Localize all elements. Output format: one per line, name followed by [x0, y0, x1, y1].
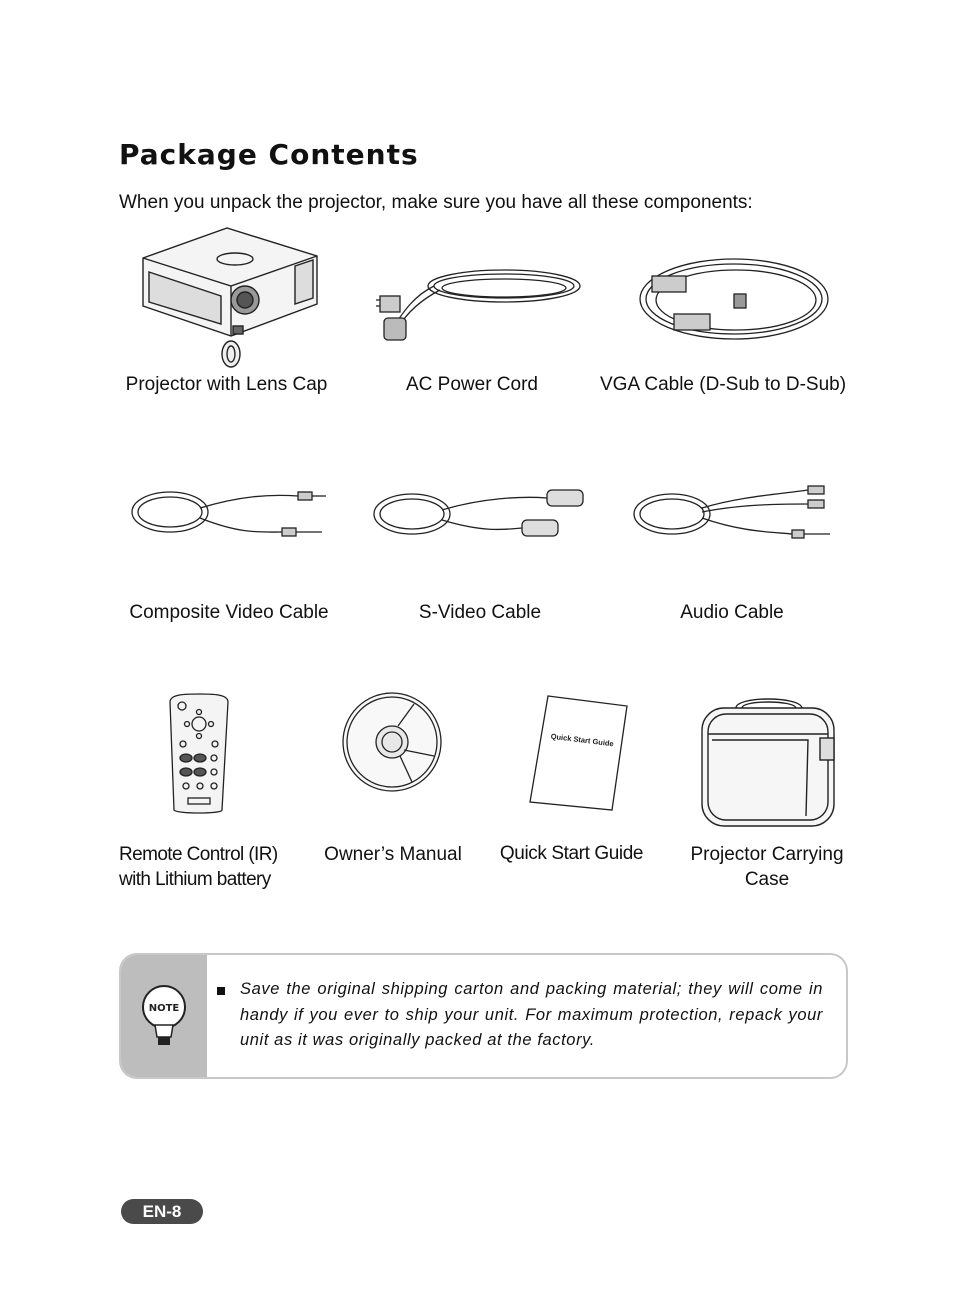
item-label: Owner’s Manual — [324, 844, 462, 865]
carrying-case-icon — [696, 694, 840, 830]
composite-cable-icon — [130, 486, 330, 544]
item-label: Composite Video Cable — [129, 602, 329, 623]
item-label-line2: with Lithium battery — [119, 869, 271, 890]
projector-icon — [135, 226, 325, 371]
item-label-line1: Projector Carrying — [690, 844, 844, 865]
audio-cable-icon — [632, 482, 836, 544]
note-lightbulb-icon — [141, 983, 187, 1049]
power-cord-icon — [374, 256, 584, 352]
remote-control-icon — [166, 692, 232, 816]
note-sidebar — [121, 955, 207, 1077]
note-bullet — [217, 987, 225, 995]
item-label: Quick Start Guide — [499, 843, 644, 864]
vga-cable-icon — [636, 254, 832, 344]
item-label: Projector with Lens Cap — [125, 374, 328, 395]
intro-text: When you unpack the projector, make sure you have all these components: — [119, 192, 753, 213]
booklet-cover-text: Quick Start Guide — [550, 731, 615, 749]
note-badge-text: NOTE — [148, 1003, 180, 1014]
note-text: Save the original shipping carton and packing material; they will come in handy if you ever to ship your unit. For maximum protection, repack your unit as it was originally packed at the factory. — [240, 980, 823, 1049]
item-label: AC Power Cord — [406, 374, 538, 395]
cd-icon — [340, 690, 444, 794]
svideo-cable-icon — [372, 486, 590, 544]
page-title: Package Contents — [119, 138, 419, 171]
item-label-line2: Case — [744, 869, 790, 890]
item-label: S-Video Cable — [418, 602, 542, 623]
item-label: Audio Cable — [680, 602, 784, 623]
item-label-line1: Remote Control (IR) — [119, 844, 278, 865]
item-label: VGA Cable (D-Sub to D-Sub) — [600, 374, 847, 395]
page-number: EN-8 — [121, 1199, 203, 1224]
item-label — [119, 842, 284, 892]
item-label — [683, 842, 851, 892]
booklet-icon — [528, 694, 630, 812]
note-box — [119, 953, 848, 1079]
